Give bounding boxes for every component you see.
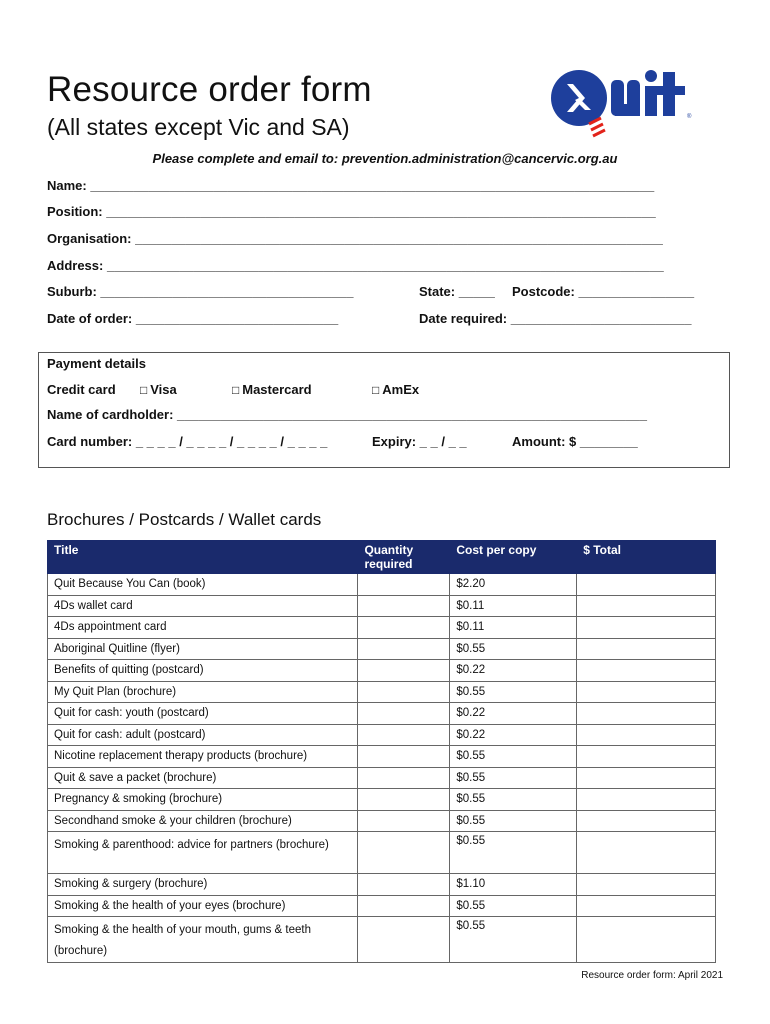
cardholder-field[interactable]: Name of cardholder: _________________________________________________________________ — [47, 407, 647, 422]
quantity-cell[interactable] — [358, 617, 450, 639]
resource-title: Quit Because You Can (book) — [48, 574, 358, 596]
quantity-cell[interactable] — [358, 874, 450, 896]
column-header-cost: Cost per copy — [450, 541, 577, 574]
resource-title: Smoking & the health of your mouth, gums & teeth (brochure) — [48, 917, 358, 963]
total-cell[interactable] — [577, 638, 716, 660]
resource-title: Nicotine replacement therapy products (brochure) — [48, 746, 358, 768]
total-cell[interactable] — [577, 681, 716, 703]
cost-per-copy: $2.20 — [450, 574, 577, 596]
quit-logo — [545, 66, 705, 142]
table-row — [48, 595, 716, 617]
date-required-field[interactable]: Date required: _________________________ — [419, 311, 692, 326]
card-number-field[interactable]: Card number: _ _ _ _ / _ _ _ _ / _ _ _ _ / _ _ _ _ — [47, 434, 328, 449]
total-cell[interactable] — [577, 874, 716, 896]
table-row — [48, 789, 716, 811]
resource-title: Quit & save a packet (brochure) — [48, 767, 358, 789]
quantity-cell[interactable] — [358, 724, 450, 746]
quantity-cell[interactable] — [358, 746, 450, 768]
organisation-field[interactable]: Organisation: _________________________________________________________________________ — [47, 231, 663, 246]
quantity-cell[interactable] — [358, 810, 450, 832]
state-field[interactable]: State: _____ — [419, 284, 495, 299]
cost-per-copy: $0.11 — [450, 595, 577, 617]
resource-title: Pregnancy & smoking (brochure) — [48, 789, 358, 811]
cost-per-copy: $0.55 — [450, 681, 577, 703]
resource-title: Quit for cash: youth (postcard) — [48, 703, 358, 725]
expiry-field[interactable]: Expiry: _ _ / _ _ — [372, 434, 467, 449]
mastercard-option[interactable] — [232, 382, 312, 397]
name-field[interactable]: Name: ______________________________________________________________________________ — [47, 178, 655, 193]
brochures-heading: Brochures / Postcards / Wallet cards — [47, 510, 322, 529]
checkbox-icon[interactable]: □ — [372, 383, 380, 397]
cost-per-copy: $0.55 — [450, 767, 577, 789]
table-row — [48, 724, 716, 746]
resource-title: Smoking & the health of your eyes (brochure) — [48, 895, 358, 917]
position-field[interactable]: Position: ____________________________________________________________________________ — [47, 204, 656, 219]
quantity-cell[interactable] — [358, 895, 450, 917]
table-row — [48, 681, 716, 703]
column-header-quantity: Quantity required — [358, 541, 450, 574]
cost-per-copy: $0.22 — [450, 724, 577, 746]
cost-per-copy: $0.55 — [450, 895, 577, 917]
total-cell[interactable] — [577, 724, 716, 746]
cost-per-copy: $0.22 — [450, 703, 577, 725]
total-cell[interactable] — [577, 917, 716, 963]
quantity-cell[interactable] — [358, 574, 450, 596]
quantity-cell[interactable] — [358, 767, 450, 789]
column-header-total: $ Total — [577, 541, 716, 574]
resource-title: Smoking & parenthood: advice for partners (brochure) — [48, 832, 358, 874]
total-cell[interactable] — [577, 895, 716, 917]
cost-per-copy: $0.55 — [450, 917, 577, 963]
checkbox-icon[interactable]: □ — [140, 383, 148, 397]
cost-per-copy: $1.10 — [450, 874, 577, 896]
resource-title: 4Ds appointment card — [48, 617, 358, 639]
resource-title: Secondhand smoke & your children (brochure) — [48, 810, 358, 832]
cost-per-copy: $0.55 — [450, 638, 577, 660]
total-cell[interactable] — [577, 703, 716, 725]
quantity-cell[interactable] — [358, 681, 450, 703]
table-row — [48, 574, 716, 596]
total-cell[interactable] — [577, 767, 716, 789]
total-cell[interactable] — [577, 617, 716, 639]
quantity-cell[interactable] — [358, 703, 450, 725]
quantity-cell[interactable] — [358, 917, 450, 963]
quantity-cell[interactable] — [358, 789, 450, 811]
table-row — [48, 917, 716, 963]
total-cell[interactable] — [577, 660, 716, 682]
email-instruction: Please complete and email to: prevention.administration@cancervic.org.au — [152, 151, 618, 166]
quantity-cell[interactable] — [358, 832, 450, 874]
resource-title: Quit for cash: adult (postcard) — [48, 724, 358, 746]
table-row — [48, 810, 716, 832]
quantity-cell[interactable] — [358, 638, 450, 660]
table-row — [48, 832, 716, 874]
resource-title: My Quit Plan (brochure) — [48, 681, 358, 703]
page-subtitle: (All states except Vic and SA) — [47, 114, 350, 140]
cost-per-copy: $0.55 — [450, 789, 577, 811]
date-of-order-field[interactable]: Date of order: ____________________________ — [47, 311, 339, 326]
cost-per-copy: $0.55 — [450, 810, 577, 832]
cost-per-copy: $0.11 — [450, 617, 577, 639]
page-title: Resource order form — [47, 70, 372, 109]
table-row — [48, 746, 716, 768]
amex-option[interactable] — [372, 382, 419, 397]
footer-note: Resource order form: April 2021 — [581, 970, 723, 981]
visa-label: Visa — [150, 382, 177, 397]
mastercard-label: Mastercard — [242, 382, 312, 397]
amex-label: AmEx — [382, 382, 420, 397]
brochures-table — [47, 540, 716, 963]
visa-option[interactable] — [140, 382, 177, 397]
total-cell[interactable] — [577, 810, 716, 832]
table-row — [48, 895, 716, 917]
total-cell[interactable] — [577, 574, 716, 596]
svg-text:®: ® — [687, 114, 692, 120]
total-cell[interactable] — [577, 789, 716, 811]
cost-per-copy: $0.22 — [450, 660, 577, 682]
postcode-field[interactable]: Postcode: ________________ — [512, 284, 695, 299]
address-field[interactable]: Address: _____________________________________________________________________________ — [47, 258, 664, 273]
cost-per-copy: $0.55 — [450, 746, 577, 768]
table-row — [48, 874, 716, 896]
resource-title: Smoking & surgery (brochure) — [48, 874, 358, 896]
suburb-field[interactable]: Suburb: ___________________________________ — [47, 284, 354, 299]
total-cell[interactable] — [577, 595, 716, 617]
resource-title: Benefits of quitting (postcard) — [48, 660, 358, 682]
table-header-row — [48, 541, 716, 574]
resource-title: Aboriginal Quitline (flyer) — [48, 638, 358, 660]
table-row — [48, 703, 716, 725]
checkbox-icon[interactable]: □ — [232, 383, 240, 397]
table-row — [48, 638, 716, 660]
quantity-cell[interactable] — [358, 660, 450, 682]
total-cell[interactable] — [577, 832, 716, 874]
payment-heading: Payment details — [47, 356, 146, 371]
column-header-title: Title — [48, 541, 358, 574]
total-cell[interactable] — [577, 746, 716, 768]
cost-per-copy: $0.55 — [450, 832, 577, 874]
table-row — [48, 767, 716, 789]
table-row — [48, 617, 716, 639]
quantity-cell[interactable] — [358, 595, 450, 617]
resource-title: 4Ds wallet card — [48, 595, 358, 617]
credit-card-label: Credit card — [47, 382, 116, 397]
table-row — [48, 660, 716, 682]
amount-field[interactable]: Amount: $ ________ — [512, 434, 638, 449]
